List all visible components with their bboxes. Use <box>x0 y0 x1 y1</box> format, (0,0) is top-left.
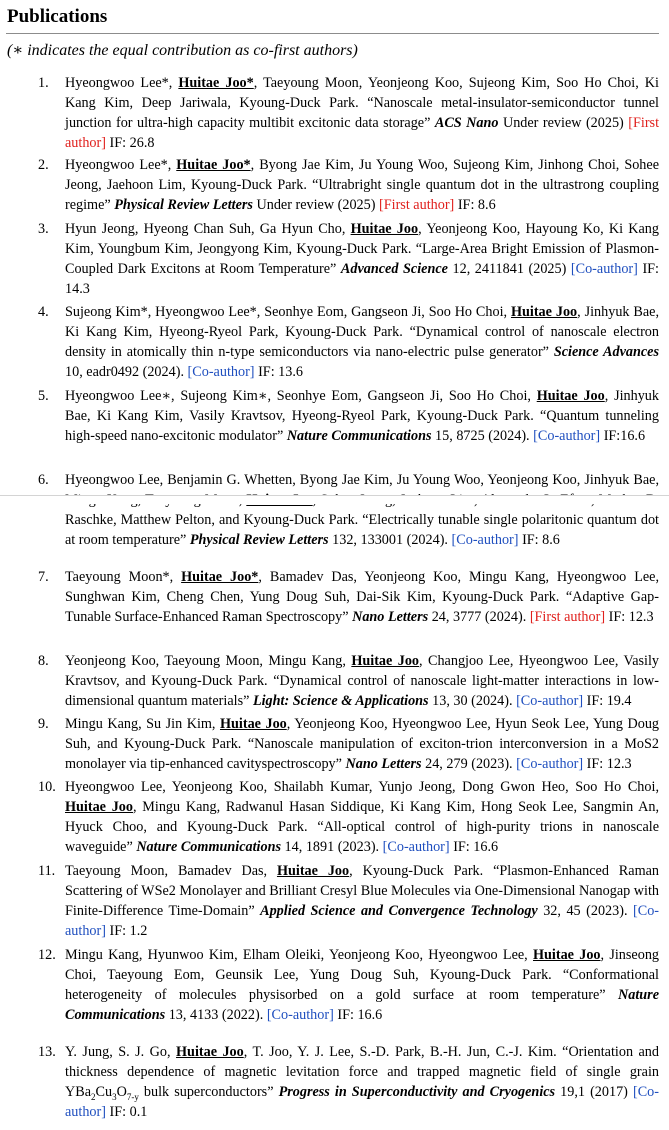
publication-number: 12. <box>38 947 56 963</box>
publication-number: 1. <box>38 75 49 91</box>
first-author-tag: [First author] <box>529 609 606 625</box>
publication-number: 9. <box>38 716 49 732</box>
publication-text: Taeyoung Moon*, Huitae Joo*, Bamadev Das, Yeonjeong Koo, Mingu Kang, Hyeongwoo Lee, Sunghwan Kim, Cheng Chen, Yung Doug Suh, Dai-Sik Kim, Kyoung-Duck Park. “Adaptive Gap-Tunable Surface-Enhanced Raman Spectroscopy” Nano Letters 24, 3777 (2024). [First author] IF: 12.3 <box>65 569 659 625</box>
publication-number: 11. <box>38 863 56 879</box>
section-title: Publications <box>7 6 108 27</box>
co-author-tag: [Co-author] <box>382 839 450 855</box>
publication-text: Taeyoung Moon, Bamadev Das, Huitae Joo, Kyoung-Duck Park. “Plasmon-Enhanced Raman Scattering of WSe2 Monolayer and Brilliant Cresyl Blue Molecules via One-Dimensional Nanogap with Finite-Difference Time-Domain” Applied Science and Convergence Technology 32, 45 (2023). [Co-author] IF: 1.2 <box>65 863 660 939</box>
title-divider <box>6 33 659 34</box>
co-author-tag: [Co-author] <box>533 428 601 444</box>
first-author-tag: [First author] <box>379 197 455 213</box>
publication-text: Hyeongwoo Lee, Benjamin G. Whetten, Byong Jae Kim, Ju Young Woo, Yeonjeong Koo, Jinhyuk Bae, Raschke, Matthew Pelton, and Kyoung-Duck Park. “Electrically tunable single polaritonic quantum dot at room temperature” Physical Review Letters 132, 133001 (2024). [Co-author] IF: 8.6 <box>65 472 659 548</box>
publication-text: Yeonjeong Koo, Taeyoung Moon, Mingu Kang, Huitae Joo, Changjoo Lee, Hyeongwoo Lee, Vasily Kravtsov, and Kyoung-Duck Park. “Dynamical control of nanoscale light-matter interactions in low-dimensional quantum materials” Light: Science & Applications 13, 30 (2024). [Co-author] IF: 19.4 <box>65 653 659 709</box>
co-author-tag: [Co-author] <box>516 756 584 772</box>
publication-number: 13. <box>38 1044 56 1060</box>
publication-text: Sujeong Kim*, Hyeongwoo Lee*, Seonhye Eom, Gangseon Ji, Soo Ho Choi, Huitae Joo, Jinhyuk Bae, Ki Kang Kim, Hyeong-Ryeol Park, Kyoung-Duck Park. “Dynamical control of nanoscale electron density in atomically thin n-type semiconductors via nano-electric pulse generator” Science Advances 10, eadr0492 (2024). [Co-author] IF: 13.6 <box>65 304 660 380</box>
publication-text: Hyeongwoo Lee*, Huitae Joo*, Byong Jae Kim, Ju Young Woo, Sujeong Kim, Jinhong Choi, Sohee Jeong, Jaehoon Lim, Kyoung-Duck Park. “Ultrabright single quantum dot in the ultrastrong coupling regime” Physical Review Letters Under review (2025) [First author] IF: 8.6 <box>65 157 659 213</box>
publication-number: 7. <box>38 569 49 585</box>
publication-text: Hyeongwoo Lee, Yeonjeong Koo, Shailabh Kumar, Yunjo Jeong, Dong Gwon Heo, Soo Ho Choi, Huitae Joo, Mingu Kang, Radwanul Hasan Siddique, Ki Kang Kim, Hong Seok Lee, Sangmin An, Hyuck Choo, and Kyoung-Duck Park. “All-optical control of high-purity trions in nanoscale waveguide” Nature Communications 14, 1891 (2023). [Co-author] IF: 16.6 <box>65 779 659 855</box>
publication-number: 2. <box>38 157 49 173</box>
publication-text: Hyeongwoo Lee*, Huitae Joo*, Taeyoung Moon, Yeonjeong Koo, Sujeong Kim, Soo Ho Choi, Ki Kang Kim, Deep Jariwala, Kyoung-Duck Park. “Nanoscale metal-insulator-semiconductor tunnel junction for ultra-high capacity multibit excitonic data storage” ACS Nano Under review (2025) [First author] IF: 26.8 <box>65 75 660 151</box>
publication-text: Mingu Kang, Hyunwoo Kim, Elham Oleiki, Yeonjeong Koo, Hyeongwoo Lee, Huitae Joo, Jinseong Choi, Taeyoung Eom, Geunsik Lee, Yung Doug Suh, Kyoung-Duck Park. “Conformational heterogeneity of molecules physisorbed on a gold surface at room temperature” Nature Communications 13, 4133 (2022). [Co-author] IF: 16.6 <box>65 947 659 1023</box>
publication-text: Hyun Jeong, Hyeong Chan Suh, Ga Hyun Cho, Huitae Joo, Yeonjeong Koo, Hayoung Ko, Ki Kang Kim, Youngbum Kim, Jeongyong Kim, Kyoung-Duck Park. “Large-Area Bright Emission of Plasmon-Coupled Dark Excitons at Room Temperature” Advanced Science 12, 2411841 (2025) [Co-author] IF: 14.3 <box>65 221 659 297</box>
co-author-tag: [Co-author] <box>65 903 660 939</box>
co-author-tag: [Co-author] <box>516 693 584 709</box>
co-author-tag: [Co-author] <box>570 261 638 277</box>
co-author-tag: [Co-author] <box>187 364 255 380</box>
publication-text: Y. Jung, S. J. Go, Huitae Joo, T. Joo, Y. J. Lee, S.-D. Park, B.-H. Jun, C.-J. Kim. “Orientation and thickness dependence of magnetic levitation force and trapped magnetic field of single grain $YBa_2Cu_3O_{7-y}$ bulk superconductors” Progress in Superconductivity and Cryogenics 19,1 (2017) [Co-author] IF: 0.1 <box>65 1044 659 1120</box>
co-author-tag: [Co-author] <box>266 1007 334 1023</box>
publication-number: 4. <box>38 304 49 320</box>
first-author-tag: [First author] <box>65 115 660 151</box>
publication-number: 6. <box>38 472 49 488</box>
publication-number: 8. <box>38 653 49 669</box>
publication-number: 5. <box>38 388 49 404</box>
equal-contribution-note: (∗ indicates the equal contribution as co-first authors) <box>7 42 358 59</box>
publication-text: Mingu Kang, Su Jin Kim, Huitae Joo, Yeonjeong Koo, Hyeongwoo Lee, Hyun Seok Lee, Yung Doug Suh, and Kyoung-Duck Park. “Nanoscale manipulation of exciton-trion interconversion in a MoS2 monolayer via tip-enhanced cavityspectroscopy” Nano Letters 24, 279 (2023). [Co-author] IF: 12.3 <box>65 716 660 772</box>
co-author-tag: [Co-author] <box>65 1084 659 1120</box>
page-break <box>0 495 669 504</box>
publication-number: 10. <box>38 779 56 795</box>
co-author-tag: [Co-author] <box>451 532 519 548</box>
publication-text: Hyeongwoo Lee∗, Sujeong Kim∗, Seonhye Eom, Gangseon Ji, Soo Ho Choi, Huitae Joo, Jinhyuk Bae, Ki Kang Kim, Vasily Kravtsov, Hyeong-Ryeol Park, Kyoung-Duck Park. “Quantum tunneling high-speed nano-excitonic modulator” Nature Communications 15, 8725 (2024). [Co-author] IF:16.6 <box>65 388 659 444</box>
publication-number: 3. <box>38 221 49 237</box>
